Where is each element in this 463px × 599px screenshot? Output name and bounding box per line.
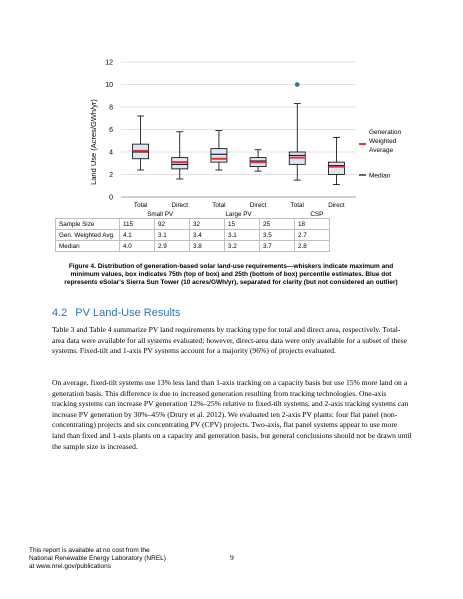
table-cell: 2.9: [155, 241, 190, 252]
table-cell: 2.8: [295, 241, 330, 252]
table-cell: 32: [190, 219, 225, 230]
x-category-label: Total: [133, 202, 148, 209]
x-group-labels: [147, 211, 323, 218]
y-tick-label: 6: [109, 127, 113, 134]
table-row: [56, 230, 330, 241]
figure-caption: Figure 4. Distribution of generation-based solar land-use requirements—whiskers indicate maximum and minimum values, box indicates 75th (top of box) and 25th (bottom of box) percentile estimates. Blue dot represents eSolar's Sierra Sun Tower (10 acres/GWh/yr), separated for clarity (but not considered an outlier): [64, 263, 398, 287]
table-row-label: Sample Size: [56, 219, 120, 230]
table-cell: 3.7: [260, 241, 295, 252]
section-number: 4.2: [52, 307, 68, 319]
x-group-label: Small PV: [147, 211, 174, 218]
box-4: [250, 150, 266, 171]
x-category-label: Total: [290, 202, 304, 209]
table-cell: 18: [295, 219, 330, 230]
table-cell: 4.0: [120, 241, 155, 252]
legend-mean-label-line: Generation: [369, 129, 402, 136]
y-tick-label: 12: [105, 59, 113, 67]
x-category-label: Direct: [249, 202, 267, 209]
x-category-label: Direct: [171, 202, 188, 209]
statistics-table: [55, 218, 330, 252]
box-series: [133, 82, 345, 184]
table-cell: 3.1: [225, 230, 260, 241]
footer-line: This report is available at no cost from the: [29, 547, 150, 554]
y-tick-labels: [105, 60, 113, 202]
grid-lines: [121, 62, 356, 197]
footer-note: [29, 547, 179, 571]
table-cell: 3.5: [260, 230, 295, 241]
table-row: [56, 241, 330, 252]
box-1: [133, 116, 149, 170]
section-heading: [52, 307, 180, 319]
footer-line: National Renewable Energy Laboratory (NREL): [29, 555, 166, 562]
legend-mean-label-line: Average: [369, 147, 394, 154]
paragraph-1: Table 3 and Table 4 summarize PV land requirements by tracking type for total and direct area, respectively. Total-area data were available for all systems evaluated; however, direct-area data were only available for a subset of these systems. Fixed-tilt and 1-axis PV systems account for a majority (96%) of projects evaluated.: [52, 325, 407, 356]
page-number: 9: [230, 553, 234, 562]
iqr-box: [328, 162, 344, 174]
iqr-box: [211, 149, 227, 163]
table-row-label: Median: [56, 241, 120, 252]
legend-mean-label-line: Weighted: [369, 138, 397, 145]
table-cell: 3.2: [225, 241, 260, 252]
y-axis-label: Land Use (Acres/GWh/yr): [89, 99, 98, 185]
table-cell: 115: [120, 219, 155, 230]
section-title: PV Land-Use Results: [75, 307, 181, 319]
outlier-point: [295, 82, 300, 87]
legend: [359, 129, 402, 180]
box-6: [328, 137, 344, 184]
iqr-box: [172, 158, 188, 169]
x-category-label: Total: [212, 202, 226, 209]
table-cell: 25: [260, 219, 295, 230]
x-category-labels: [134, 202, 345, 209]
table-cell: 3.8: [190, 241, 225, 252]
legend-median-label: Median: [369, 172, 391, 180]
y-tick-label: 0: [109, 194, 113, 202]
x-group-label: CSP: [310, 211, 324, 218]
footer-line: at www.nrel.gov/publications: [29, 563, 112, 570]
table-cell: 3.1: [155, 230, 190, 241]
box-3: [211, 131, 227, 170]
y-tick-label: 10: [105, 82, 113, 89]
y-tick-label: 4: [109, 149, 113, 157]
table-cell: 15: [225, 219, 260, 230]
x-category-label: Direct: [328, 202, 345, 209]
y-tick-label: 2: [109, 172, 113, 179]
box-5: [289, 104, 305, 181]
table-cell: 2.7: [295, 230, 330, 241]
table-row-label: Gen. Weighted Avg.: [56, 230, 120, 241]
x-group-label: Large PV: [225, 211, 252, 218]
table-cell: 92: [155, 219, 190, 230]
paragraph-2: On average, fixed-tilt systems use 13% less land than 1-axis tracking on a capacity basis but use 15% more land on a generation basis. This difference is due to increased generation resulting from tracking technologies. One-axis tracking systems can increase PV generation 12%–25% relative to fixed-tilt systems, and 2-axis tracking systems can increase PV generation by 30%–45% (Drury et al. 2012). We evaluated ten 2-axis PV plants: four flat panel (non-concentrating) projects and six concentrating PV (CPV) projects. Two-axis, flat panel systems appear to use more land than fixed and 1-axis plants on a capacity and generation basis, but general conclusions should not be drawn until the sample size is increased.: [52, 378, 412, 451]
table-cell: 3.4: [190, 230, 225, 241]
box-2: [172, 132, 188, 179]
table-row: [56, 219, 330, 230]
table-cell: 4.1: [120, 230, 155, 241]
y-tick-label: 8: [109, 104, 113, 112]
